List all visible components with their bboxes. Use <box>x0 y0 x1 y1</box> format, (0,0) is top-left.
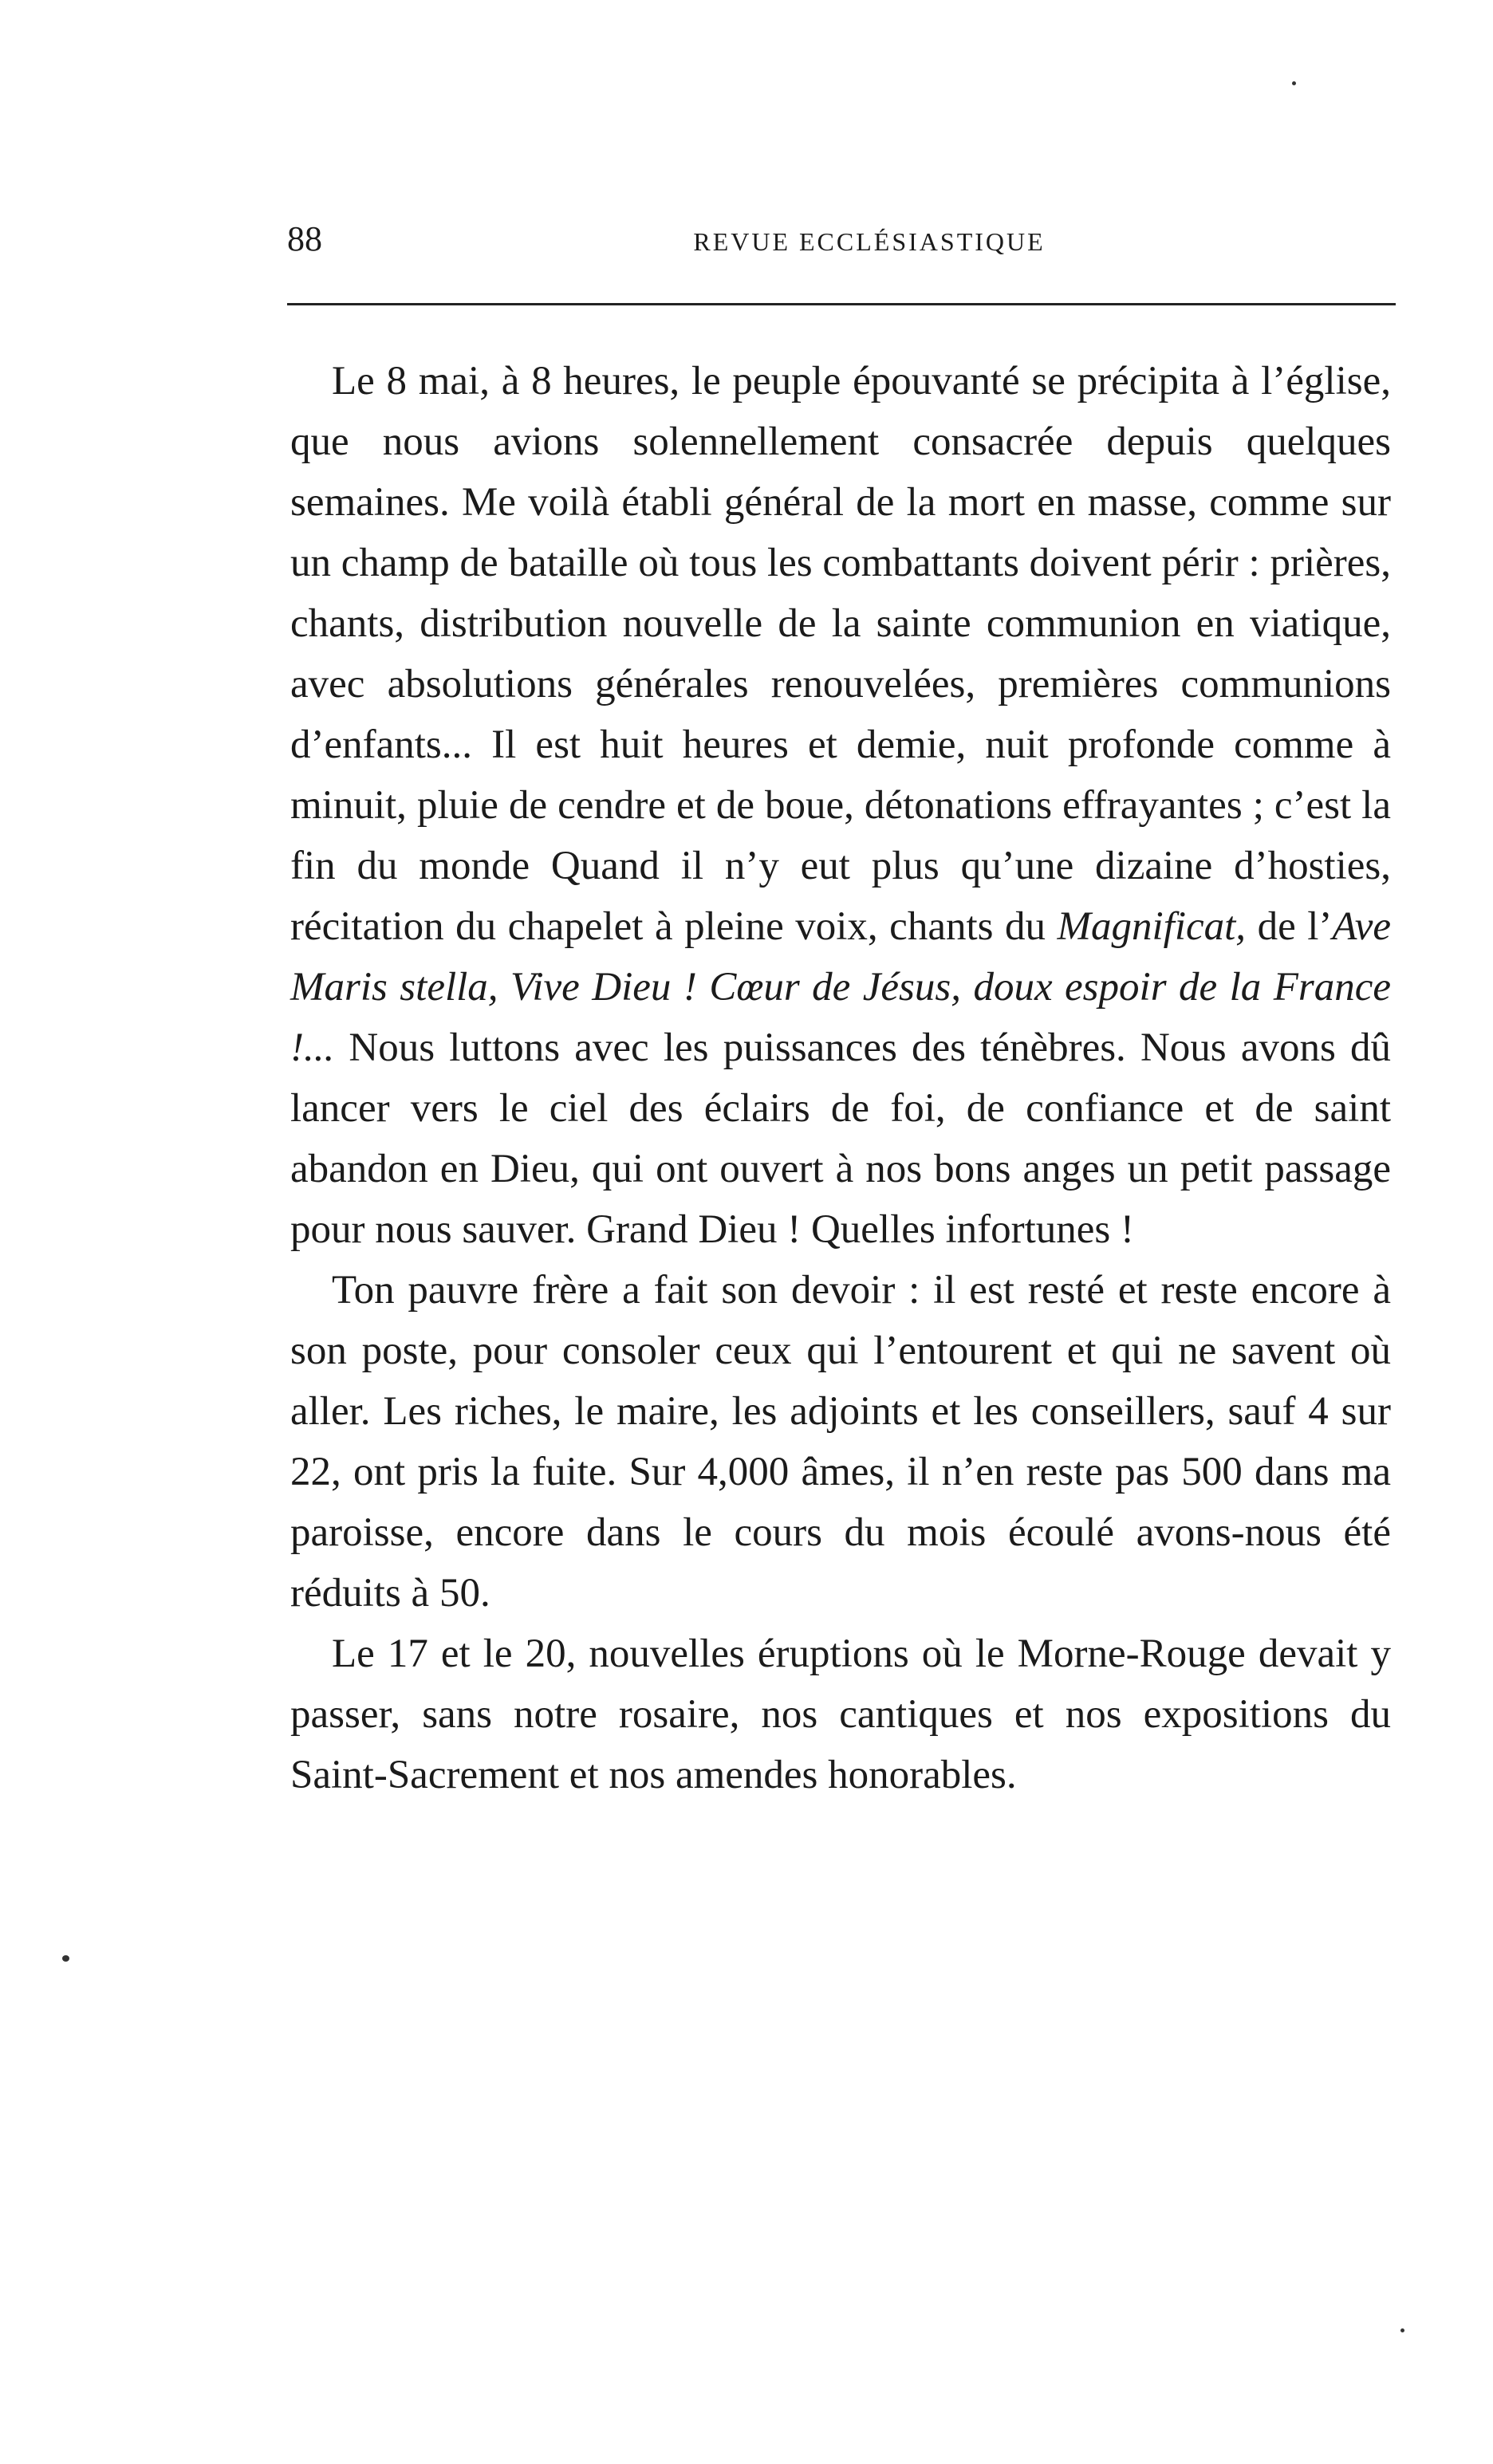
body-text <box>290 351 1391 1805</box>
paragraph-1-italic-hymns: Ave Maris stella, Vive Dieu ! Cœur de Jésus, doux espoir de la France !... <box>290 904 1391 1070</box>
paragraph-1-text-a: Le 8 mai, à 8 heures, le peuple épouvanté se précipita à l’église, que nous avions solennellement consacrée depuis quelques semaines. Me voilà établi général de la mort en masse, comme sur un champ de bataille où tous les combattants doivent périr : prières, chants, distribution nouvelle de la sainte communion en viatique, avec absolutions générales renouvelées, premières communions d’enfants... Il est huit heures et demie, nuit profonde comme à minuit, pluie de cendre et de boue, détonations effrayantes ; c’est la fin du monde Quand il n’y eut plus qu’une dizaine d’hosties, récitation du chapelet à pleine voix, chants du <box>290 359 1391 949</box>
paragraph-2: Ton pauvre frère a fait son devoir : il est resté et reste encore à son poste, pour consoler ceux qui l’entourent et qui ne savent où aller. Les riches, le maire, les adjoints et les conseillers, sauf 4 sur 22, ont pris la fuite. Sur 4,000 âmes, il n’en reste pas 500 dans ma paroisse, encore dans le cours du mois écoulé avons-nous été réduits à 50. <box>290 1268 1391 1616</box>
paragraph-1-text-c: Nous luttons avec les puissances des ténèbres. Nous avons dû lancer vers le ciel des éclairs de foi, de confiance et de saint abandon en Dieu, qui ont ouvert à nos bons anges un petit passage pour nous sauver. Grand Dieu ! Quelles infortunes ! <box>290 1025 1391 1252</box>
paragraph-3: Le 17 et le 20, nouvelles éruptions où le Morne-Rouge devait y passer, sans notre rosaire, nos cantiques et nos expositions du Saint-Sacrement et nos amendes honorables. <box>290 1632 1391 1797</box>
ink-speck <box>1292 81 1296 85</box>
ink-speck <box>1400 2328 1404 2332</box>
header-rule <box>287 303 1396 305</box>
page-number: 88 <box>287 219 322 258</box>
ink-speck <box>62 1955 69 1962</box>
paragraph-1 <box>290 351 1391 1260</box>
paragraph-1-italic-magnificat: Magnificat, <box>1057 904 1247 949</box>
running-title: REVUE ECCLÉSIASTIQUE <box>693 227 1046 256</box>
running-head <box>287 215 1396 279</box>
paragraph-1-text-b: de l’ <box>1246 904 1333 949</box>
